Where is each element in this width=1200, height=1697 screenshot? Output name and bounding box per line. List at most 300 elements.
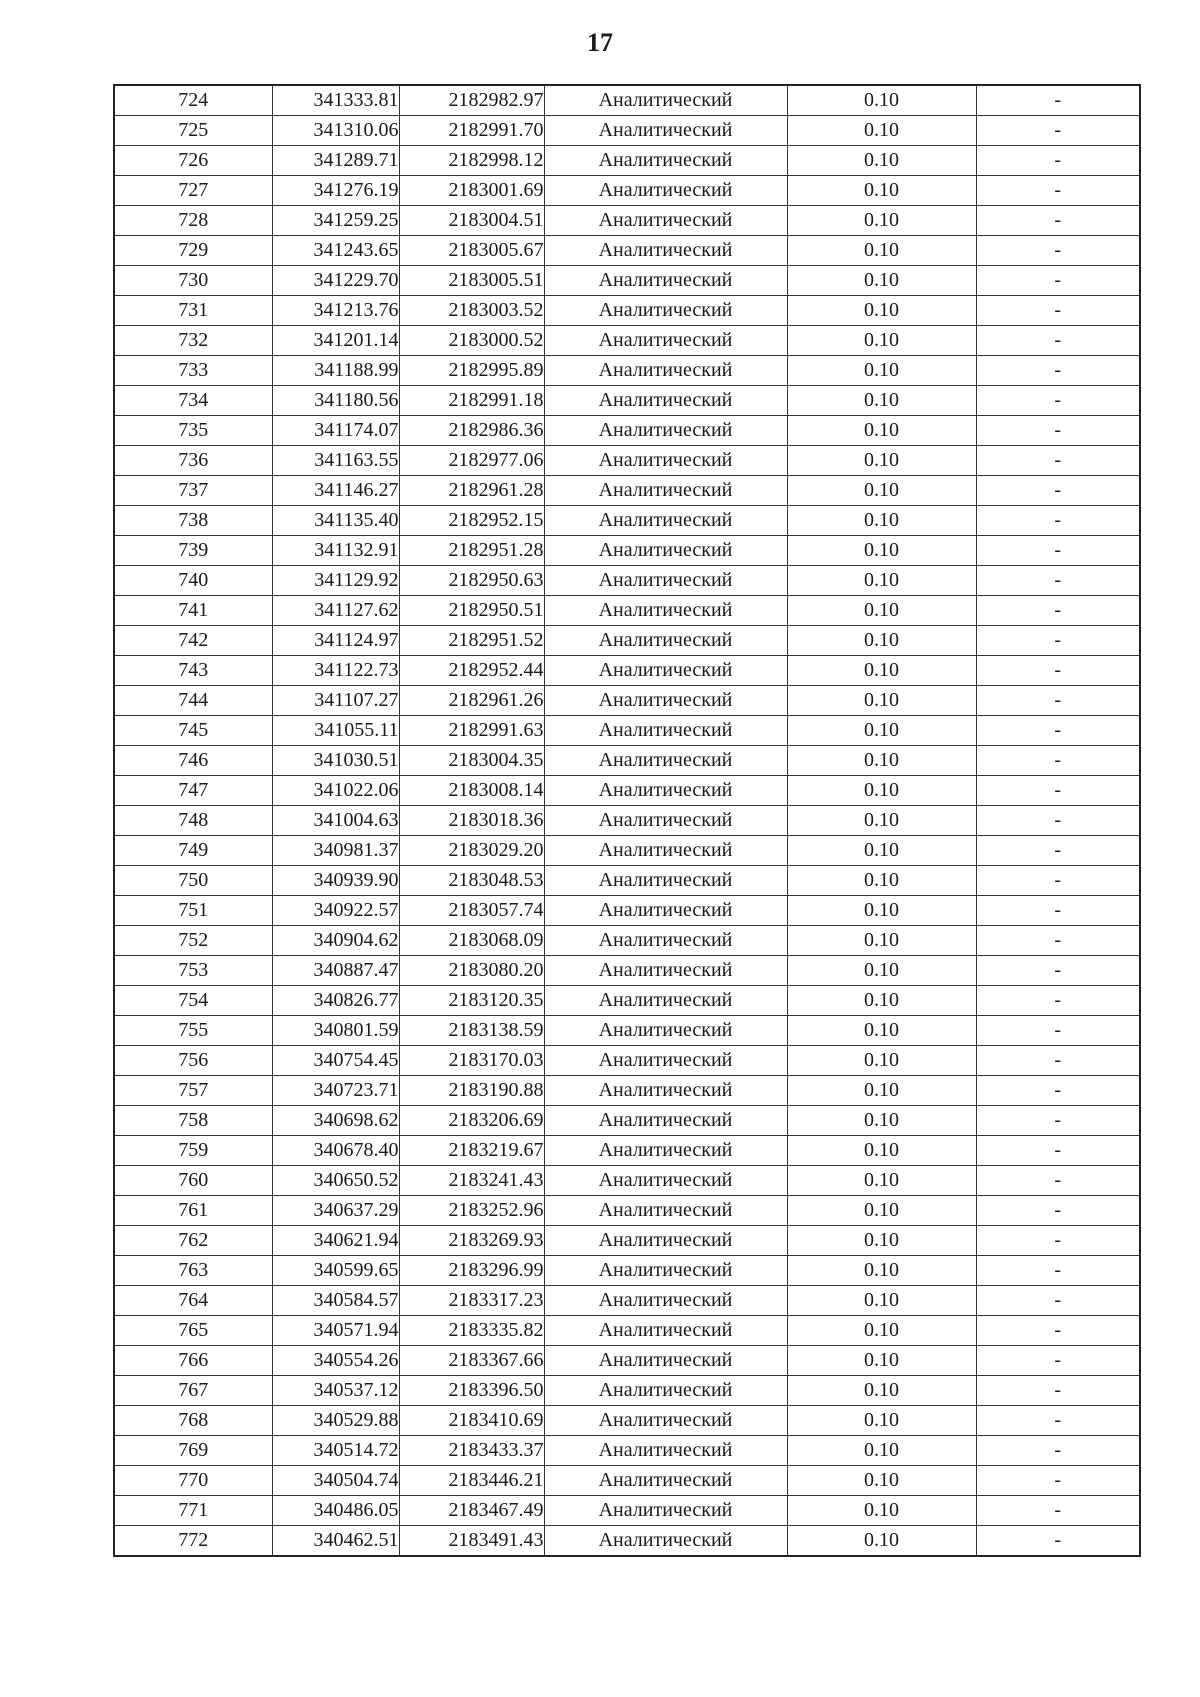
accuracy-cell: 0.10: [787, 356, 976, 386]
x-coordinate-cell: 341289.71: [272, 146, 399, 176]
note-cell: -: [976, 1076, 1140, 1106]
point-number-cell: 738: [114, 506, 272, 536]
method-cell: Аналитический: [544, 1346, 787, 1376]
table-row: [114, 356, 1140, 386]
method-cell: Аналитический: [544, 356, 787, 386]
note-cell: -: [976, 566, 1140, 596]
note-cell: -: [976, 926, 1140, 956]
point-number-cell: 765: [114, 1316, 272, 1346]
x-coordinate-cell: 341163.55: [272, 446, 399, 476]
accuracy-cell: 0.10: [787, 776, 976, 806]
x-coordinate-cell: 340462.51: [272, 1526, 399, 1557]
accuracy-cell: 0.10: [787, 1256, 976, 1286]
point-number-cell: 728: [114, 206, 272, 236]
accuracy-cell: 0.10: [787, 536, 976, 566]
y-coordinate-cell: 2183433.37: [399, 1436, 544, 1466]
accuracy-cell: 0.10: [787, 1286, 976, 1316]
method-cell: Аналитический: [544, 956, 787, 986]
method-cell: Аналитический: [544, 1196, 787, 1226]
table-row: [114, 986, 1140, 1016]
point-number-cell: 769: [114, 1436, 272, 1466]
x-coordinate-cell: 340678.40: [272, 1136, 399, 1166]
y-coordinate-cell: 2183004.35: [399, 746, 544, 776]
method-cell: Аналитический: [544, 176, 787, 206]
accuracy-cell: 0.10: [787, 1316, 976, 1346]
y-coordinate-cell: 2182995.89: [399, 356, 544, 386]
y-coordinate-cell: 2183367.66: [399, 1346, 544, 1376]
x-coordinate-cell: 341122.73: [272, 656, 399, 686]
accuracy-cell: 0.10: [787, 956, 976, 986]
point-number-cell: 742: [114, 626, 272, 656]
x-coordinate-cell: 340621.94: [272, 1226, 399, 1256]
y-coordinate-cell: 2183004.51: [399, 206, 544, 236]
note-cell: -: [976, 1376, 1140, 1406]
accuracy-cell: 0.10: [787, 296, 976, 326]
method-cell: Аналитический: [544, 536, 787, 566]
x-coordinate-cell: 341022.06: [272, 776, 399, 806]
y-coordinate-cell: 2183335.82: [399, 1316, 544, 1346]
y-coordinate-cell: 2182952.15: [399, 506, 544, 536]
accuracy-cell: 0.10: [787, 1526, 976, 1557]
x-coordinate-cell: 341213.76: [272, 296, 399, 326]
accuracy-cell: 0.10: [787, 926, 976, 956]
point-number-cell: 768: [114, 1406, 272, 1436]
point-number-cell: 730: [114, 266, 272, 296]
method-cell: Аналитический: [544, 1076, 787, 1106]
accuracy-cell: 0.10: [787, 326, 976, 356]
y-coordinate-cell: 2183005.67: [399, 236, 544, 266]
note-cell: -: [976, 746, 1140, 776]
x-coordinate-cell: 340504.74: [272, 1466, 399, 1496]
point-number-cell: 770: [114, 1466, 272, 1496]
note-cell: -: [976, 1526, 1140, 1557]
table-row: [114, 326, 1140, 356]
note-cell: -: [976, 716, 1140, 746]
accuracy-cell: 0.10: [787, 386, 976, 416]
point-number-cell: 746: [114, 746, 272, 776]
accuracy-cell: 0.10: [787, 506, 976, 536]
x-coordinate-cell: 341146.27: [272, 476, 399, 506]
table-row: [114, 1196, 1140, 1226]
y-coordinate-cell: 2182991.63: [399, 716, 544, 746]
point-number-cell: 741: [114, 596, 272, 626]
note-cell: -: [976, 1406, 1140, 1436]
note-cell: -: [976, 1166, 1140, 1196]
y-coordinate-cell: 2183269.93: [399, 1226, 544, 1256]
point-number-cell: 763: [114, 1256, 272, 1286]
point-number-cell: 761: [114, 1196, 272, 1226]
note-cell: -: [976, 866, 1140, 896]
method-cell: Аналитический: [544, 626, 787, 656]
accuracy-cell: 0.10: [787, 866, 976, 896]
x-coordinate-cell: 341180.56: [272, 386, 399, 416]
y-coordinate-cell: 2182977.06: [399, 446, 544, 476]
point-number-cell: 762: [114, 1226, 272, 1256]
note-cell: -: [976, 896, 1140, 926]
x-coordinate-cell: 340599.65: [272, 1256, 399, 1286]
x-coordinate-cell: 340486.05: [272, 1496, 399, 1526]
x-coordinate-cell: 340584.57: [272, 1286, 399, 1316]
note-cell: -: [976, 806, 1140, 836]
y-coordinate-cell: 2183206.69: [399, 1106, 544, 1136]
y-coordinate-cell: 2183219.67: [399, 1136, 544, 1166]
y-coordinate-cell: 2183252.96: [399, 1196, 544, 1226]
accuracy-cell: 0.10: [787, 1346, 976, 1376]
accuracy-cell: 0.10: [787, 1016, 976, 1046]
point-number-cell: 735: [114, 416, 272, 446]
y-coordinate-cell: 2183048.53: [399, 866, 544, 896]
y-coordinate-cell: 2182951.52: [399, 626, 544, 656]
x-coordinate-cell: 340637.29: [272, 1196, 399, 1226]
method-cell: Аналитический: [544, 1016, 787, 1046]
note-cell: -: [976, 686, 1140, 716]
method-cell: Аналитический: [544, 446, 787, 476]
y-coordinate-cell: 2183491.43: [399, 1526, 544, 1557]
method-cell: Аналитический: [544, 566, 787, 596]
point-number-cell: 731: [114, 296, 272, 326]
x-coordinate-cell: 340981.37: [272, 836, 399, 866]
x-coordinate-cell: 341229.70: [272, 266, 399, 296]
accuracy-cell: 0.10: [787, 986, 976, 1016]
accuracy-cell: 0.10: [787, 896, 976, 926]
method-cell: Аналитический: [544, 1136, 787, 1166]
x-coordinate-cell: 341174.07: [272, 416, 399, 446]
accuracy-cell: 0.10: [787, 566, 976, 596]
accuracy-cell: 0.10: [787, 1106, 976, 1136]
method-cell: Аналитический: [544, 476, 787, 506]
table-row: [114, 266, 1140, 296]
note-cell: -: [976, 326, 1140, 356]
table-row: [114, 1286, 1140, 1316]
table-row: [114, 1436, 1140, 1466]
accuracy-cell: 0.10: [787, 806, 976, 836]
table-row: [114, 1466, 1140, 1496]
accuracy-cell: 0.10: [787, 85, 976, 116]
x-coordinate-cell: 341127.62: [272, 596, 399, 626]
accuracy-cell: 0.10: [787, 656, 976, 686]
accuracy-cell: 0.10: [787, 1226, 976, 1256]
accuracy-cell: 0.10: [787, 1136, 976, 1166]
point-number-cell: 743: [114, 656, 272, 686]
page-number: 17: [587, 28, 613, 57]
method-cell: Аналитический: [544, 776, 787, 806]
y-coordinate-cell: 2183410.69: [399, 1406, 544, 1436]
accuracy-cell: 0.10: [787, 596, 976, 626]
x-coordinate-cell: 340887.47: [272, 956, 399, 986]
x-coordinate-cell: 341135.40: [272, 506, 399, 536]
note-cell: -: [976, 1046, 1140, 1076]
method-cell: Аналитический: [544, 416, 787, 446]
table-row: [114, 686, 1140, 716]
x-coordinate-cell: 340554.26: [272, 1346, 399, 1376]
accuracy-cell: 0.10: [787, 836, 976, 866]
y-coordinate-cell: 2182950.51: [399, 596, 544, 626]
accuracy-cell: 0.10: [787, 1406, 976, 1436]
note-cell: -: [976, 416, 1140, 446]
x-coordinate-cell: 340514.72: [272, 1436, 399, 1466]
point-number-cell: 757: [114, 1076, 272, 1106]
note-cell: -: [976, 1466, 1140, 1496]
note-cell: -: [976, 1136, 1140, 1166]
point-number-cell: 737: [114, 476, 272, 506]
accuracy-cell: 0.10: [787, 746, 976, 776]
x-coordinate-cell: 341107.27: [272, 686, 399, 716]
table-row: [114, 1166, 1140, 1196]
point-number-cell: 724: [114, 85, 272, 116]
table-row: [114, 1406, 1140, 1436]
note-cell: -: [976, 626, 1140, 656]
point-number-cell: 733: [114, 356, 272, 386]
point-number-cell: 772: [114, 1526, 272, 1557]
method-cell: Аналитический: [544, 326, 787, 356]
table-row: [114, 416, 1140, 446]
accuracy-cell: 0.10: [787, 626, 976, 656]
table-row: [114, 746, 1140, 776]
note-cell: -: [976, 1016, 1140, 1046]
point-number-cell: 767: [114, 1376, 272, 1406]
y-coordinate-cell: 2182961.28: [399, 476, 544, 506]
note-cell: -: [976, 386, 1140, 416]
accuracy-cell: 0.10: [787, 1466, 976, 1496]
table-row: [114, 1136, 1140, 1166]
y-coordinate-cell: 2183120.35: [399, 986, 544, 1016]
method-cell: Аналитический: [544, 1106, 787, 1136]
note-cell: -: [976, 446, 1140, 476]
accuracy-cell: 0.10: [787, 1076, 976, 1106]
note-cell: -: [976, 146, 1140, 176]
x-coordinate-cell: 341201.14: [272, 326, 399, 356]
accuracy-cell: 0.10: [787, 716, 976, 746]
point-number-cell: 753: [114, 956, 272, 986]
x-coordinate-cell: 340537.12: [272, 1376, 399, 1406]
method-cell: Аналитический: [544, 866, 787, 896]
note-cell: -: [976, 296, 1140, 326]
point-number-cell: 740: [114, 566, 272, 596]
table-row: [114, 446, 1140, 476]
point-number-cell: 759: [114, 1136, 272, 1166]
method-cell: Аналитический: [544, 686, 787, 716]
table-row: [114, 776, 1140, 806]
y-coordinate-cell: 2183190.88: [399, 1076, 544, 1106]
y-coordinate-cell: 2183008.14: [399, 776, 544, 806]
note-cell: -: [976, 356, 1140, 386]
method-cell: Аналитический: [544, 146, 787, 176]
method-cell: Аналитический: [544, 716, 787, 746]
table-row: [114, 1376, 1140, 1406]
y-coordinate-cell: 2183296.99: [399, 1256, 544, 1286]
note-cell: -: [976, 1316, 1140, 1346]
y-coordinate-cell: 2183080.20: [399, 956, 544, 986]
point-number-cell: 729: [114, 236, 272, 266]
table-row: [114, 116, 1140, 146]
x-coordinate-cell: 341310.06: [272, 116, 399, 146]
accuracy-cell: 0.10: [787, 1376, 976, 1406]
table-row: [114, 716, 1140, 746]
y-coordinate-cell: 2182950.63: [399, 566, 544, 596]
method-cell: Аналитический: [544, 1496, 787, 1526]
x-coordinate-cell: 341124.97: [272, 626, 399, 656]
method-cell: Аналитический: [544, 926, 787, 956]
table-row: [114, 1226, 1140, 1256]
x-coordinate-cell: 341333.81: [272, 85, 399, 116]
table-row: [114, 626, 1140, 656]
table-row: [114, 506, 1140, 536]
note-cell: -: [976, 1196, 1140, 1226]
note-cell: -: [976, 116, 1140, 146]
table-row: [114, 206, 1140, 236]
y-coordinate-cell: 2183170.03: [399, 1046, 544, 1076]
method-cell: Аналитический: [544, 1226, 787, 1256]
method-cell: Аналитический: [544, 596, 787, 626]
table-row: [114, 1016, 1140, 1046]
method-cell: Аналитический: [544, 1256, 787, 1286]
table-row: [114, 296, 1140, 326]
x-coordinate-cell: 341259.25: [272, 206, 399, 236]
method-cell: Аналитический: [544, 656, 787, 686]
method-cell: Аналитический: [544, 206, 787, 236]
point-number-cell: 734: [114, 386, 272, 416]
method-cell: Аналитический: [544, 1526, 787, 1557]
accuracy-cell: 0.10: [787, 1166, 976, 1196]
point-number-cell: 749: [114, 836, 272, 866]
y-coordinate-cell: 2183018.36: [399, 806, 544, 836]
table-row: [114, 926, 1140, 956]
method-cell: Аналитический: [544, 896, 787, 926]
x-coordinate-cell: 341132.91: [272, 536, 399, 566]
note-cell: -: [976, 506, 1140, 536]
point-number-cell: 747: [114, 776, 272, 806]
method-cell: Аналитический: [544, 1466, 787, 1496]
note-cell: -: [976, 236, 1140, 266]
point-number-cell: 750: [114, 866, 272, 896]
table-row: [114, 1256, 1140, 1286]
table-row: [114, 866, 1140, 896]
x-coordinate-cell: 340571.94: [272, 1316, 399, 1346]
table-row: [114, 1346, 1140, 1376]
accuracy-cell: 0.10: [787, 1196, 976, 1226]
accuracy-cell: 0.10: [787, 176, 976, 206]
accuracy-cell: 0.10: [787, 236, 976, 266]
table-row: [114, 566, 1140, 596]
y-coordinate-cell: 2182982.97: [399, 85, 544, 116]
table-row: [114, 596, 1140, 626]
x-coordinate-cell: 341188.99: [272, 356, 399, 386]
method-cell: Аналитический: [544, 506, 787, 536]
note-cell: -: [976, 206, 1140, 236]
note-cell: -: [976, 476, 1140, 506]
y-coordinate-cell: 2183241.43: [399, 1166, 544, 1196]
y-coordinate-cell: 2182952.44: [399, 656, 544, 686]
method-cell: Аналитический: [544, 836, 787, 866]
x-coordinate-cell: 340801.59: [272, 1016, 399, 1046]
table-body: [114, 85, 1140, 1556]
table-row: [114, 176, 1140, 206]
accuracy-cell: 0.10: [787, 1046, 976, 1076]
x-coordinate-cell: 340826.77: [272, 986, 399, 1016]
point-number-cell: 751: [114, 896, 272, 926]
method-cell: Аналитический: [544, 85, 787, 116]
y-coordinate-cell: 2183001.69: [399, 176, 544, 206]
point-number-cell: 736: [114, 446, 272, 476]
table-row: [114, 896, 1140, 926]
table-row: [114, 1076, 1140, 1106]
method-cell: Аналитический: [544, 296, 787, 326]
point-number-cell: 764: [114, 1286, 272, 1316]
note-cell: -: [976, 656, 1140, 686]
x-coordinate-cell: 340529.88: [272, 1406, 399, 1436]
point-number-cell: 732: [114, 326, 272, 356]
x-coordinate-cell: 341055.11: [272, 716, 399, 746]
accuracy-cell: 0.10: [787, 206, 976, 236]
table-row: [114, 1526, 1140, 1557]
point-number-cell: 748: [114, 806, 272, 836]
y-coordinate-cell: 2183000.52: [399, 326, 544, 356]
method-cell: Аналитический: [544, 1436, 787, 1466]
note-cell: -: [976, 956, 1140, 986]
x-coordinate-cell: 341276.19: [272, 176, 399, 206]
x-coordinate-cell: 340723.71: [272, 1076, 399, 1106]
method-cell: Аналитический: [544, 986, 787, 1016]
point-number-cell: 739: [114, 536, 272, 566]
point-number-cell: 760: [114, 1166, 272, 1196]
table-row: [114, 1106, 1140, 1136]
y-coordinate-cell: 2182991.18: [399, 386, 544, 416]
y-coordinate-cell: 2182986.36: [399, 416, 544, 446]
x-coordinate-cell: 340754.45: [272, 1046, 399, 1076]
note-cell: -: [976, 836, 1140, 866]
note-cell: -: [976, 1286, 1140, 1316]
note-cell: -: [976, 266, 1140, 296]
point-number-cell: 755: [114, 1016, 272, 1046]
table-row: [114, 1496, 1140, 1526]
note-cell: -: [976, 536, 1140, 566]
accuracy-cell: 0.10: [787, 1436, 976, 1466]
method-cell: Аналитический: [544, 266, 787, 296]
y-coordinate-cell: 2182998.12: [399, 146, 544, 176]
note-cell: -: [976, 986, 1140, 1016]
method-cell: Аналитический: [544, 1286, 787, 1316]
table-row: [114, 476, 1140, 506]
y-coordinate-cell: 2183396.50: [399, 1376, 544, 1406]
y-coordinate-cell: 2182951.28: [399, 536, 544, 566]
table-row: [114, 536, 1140, 566]
accuracy-cell: 0.10: [787, 476, 976, 506]
note-cell: -: [976, 596, 1140, 626]
x-coordinate-cell: 340922.57: [272, 896, 399, 926]
accuracy-cell: 0.10: [787, 416, 976, 446]
accuracy-cell: 0.10: [787, 1496, 976, 1526]
y-coordinate-cell: 2183029.20: [399, 836, 544, 866]
point-number-cell: 766: [114, 1346, 272, 1376]
point-number-cell: 727: [114, 176, 272, 206]
method-cell: Аналитический: [544, 116, 787, 146]
table-row: [114, 956, 1140, 986]
x-coordinate-cell: 341004.63: [272, 806, 399, 836]
method-cell: Аналитический: [544, 1376, 787, 1406]
point-number-cell: 752: [114, 926, 272, 956]
y-coordinate-cell: 2183057.74: [399, 896, 544, 926]
note-cell: -: [976, 85, 1140, 116]
x-coordinate-cell: 340650.52: [272, 1166, 399, 1196]
x-coordinate-cell: 341129.92: [272, 566, 399, 596]
table-row: [114, 656, 1140, 686]
y-coordinate-cell: 2183446.21: [399, 1466, 544, 1496]
note-cell: -: [976, 1346, 1140, 1376]
table-row: [114, 1046, 1140, 1076]
method-cell: Аналитический: [544, 1166, 787, 1196]
coordinates-table: [113, 84, 1141, 1557]
table-row: [114, 806, 1140, 836]
